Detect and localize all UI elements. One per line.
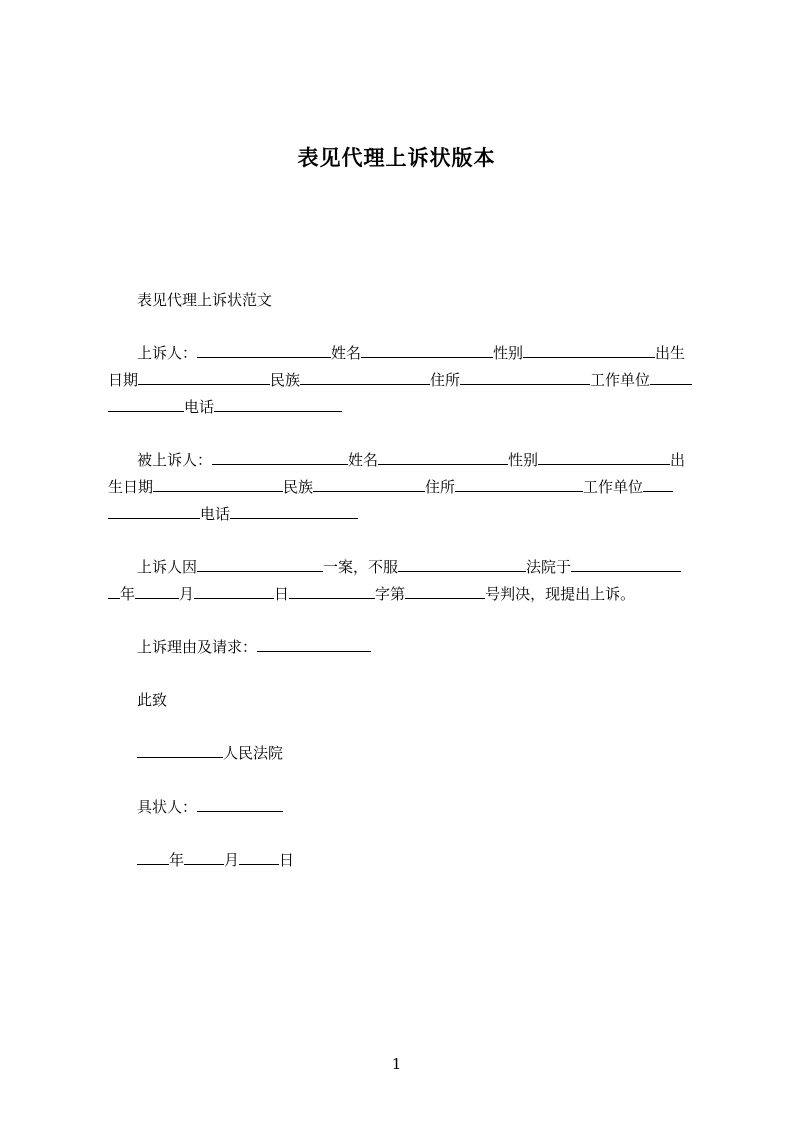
signer-paragraph (108, 794, 702, 821)
case-ending: 号判决，现提出上诉。 (485, 585, 636, 603)
blank-appellee (212, 450, 348, 465)
blank-birth (138, 370, 270, 385)
blank-phone (230, 504, 358, 519)
court-line (108, 740, 702, 767)
case-paragraph (108, 554, 702, 608)
appellant-line-3 (108, 394, 702, 421)
day-label: 日 (274, 585, 290, 603)
blank-court (398, 557, 526, 572)
blank-reasons (257, 637, 371, 652)
blank-gender (523, 343, 655, 358)
blank-ethnicity (300, 370, 430, 385)
residence-label: 住所 (430, 371, 461, 389)
reasons-paragraph (108, 634, 702, 661)
ethnicity-label: 民族 (270, 371, 301, 389)
blank-birth (153, 477, 283, 492)
name-label: 姓名 (331, 344, 362, 362)
signer-label: 具状人： (137, 798, 198, 816)
blank-zi (289, 584, 375, 599)
year-label: 年 (120, 585, 136, 603)
blank-residence (460, 370, 590, 385)
court-text: 法院于 (526, 558, 572, 576)
page-number: 1 (391, 1055, 402, 1073)
appellee-paragraph (108, 447, 702, 528)
appellant-paragraph (108, 340, 702, 421)
gender-label: 性别 (493, 344, 524, 362)
blank-name (361, 343, 493, 358)
zi-di-label: 字第 (375, 585, 406, 603)
reasons-label: 上诉理由及请求： (137, 638, 258, 656)
salutation-paragraph (108, 687, 702, 714)
ci-zhi: 此致 (137, 691, 168, 709)
blank-phone (214, 397, 342, 412)
blank-ethnicity (313, 477, 425, 492)
blank-month (135, 584, 179, 599)
date-month-label: 月 (224, 851, 240, 869)
blank-appellant (197, 343, 331, 358)
blank-year-part2 (108, 584, 120, 599)
case-line-1 (108, 554, 702, 581)
blank-number (405, 584, 485, 599)
appellee-line-2 (108, 474, 702, 501)
appellee-line-3 (108, 501, 702, 528)
court-suffix: 人民法院 (223, 744, 284, 762)
blank-gender (538, 450, 670, 465)
date-day-label: 日 (279, 851, 295, 869)
blank-date-day (239, 850, 279, 865)
phone-label: 电话 (200, 505, 231, 523)
blank-name (378, 450, 508, 465)
case-text: 一案，不服 (323, 558, 399, 576)
appellant-line-1 (108, 340, 702, 367)
blank-workplace-cont (108, 504, 200, 519)
blank-date-year (137, 850, 169, 865)
birth-label-part2: 生日期 (108, 478, 154, 496)
blank-workplace-cont (108, 397, 184, 412)
month-label: 月 (179, 585, 195, 603)
blank-court-name (137, 743, 223, 758)
signer-line (108, 794, 702, 821)
case-line-2 (108, 581, 702, 608)
document-title: 表见代理上诉状版本 (297, 146, 496, 170)
appellee-line-1 (108, 447, 702, 474)
birth-label-part1: 出生 (655, 344, 686, 362)
date-paragraph (108, 847, 702, 874)
blank-signer (197, 797, 283, 812)
blank-year-part1 (571, 557, 681, 572)
gender-label: 性别 (508, 451, 539, 469)
residence-label: 住所 (425, 478, 456, 496)
appellant-line-2 (108, 367, 702, 394)
workplace-label: 工作单位 (590, 371, 651, 389)
blank-day (194, 584, 274, 599)
date-year-label: 年 (169, 851, 185, 869)
court-paragraph (108, 740, 702, 767)
birth-label-part2: 日期 (108, 371, 139, 389)
case-intro: 上诉人因 (137, 558, 198, 576)
date-line (108, 847, 702, 874)
blank-date-month (184, 850, 224, 865)
reasons-line (108, 634, 702, 661)
blank-workplace (643, 477, 673, 492)
ethnicity-label: 民族 (283, 478, 314, 496)
phone-label: 电话 (184, 398, 215, 416)
blank-case (197, 557, 323, 572)
document-subtitle: 表见代理上诉状范文 (137, 291, 273, 309)
subtitle-paragraph (108, 287, 702, 314)
appellee-label: 被上诉人： (137, 451, 213, 469)
blank-workplace (650, 370, 692, 385)
workplace-label: 工作单位 (583, 478, 644, 496)
appellant-label: 上诉人： (137, 344, 198, 362)
birth-label-part1: 出 (670, 451, 686, 469)
blank-residence (455, 477, 583, 492)
name-label: 姓名 (348, 451, 379, 469)
